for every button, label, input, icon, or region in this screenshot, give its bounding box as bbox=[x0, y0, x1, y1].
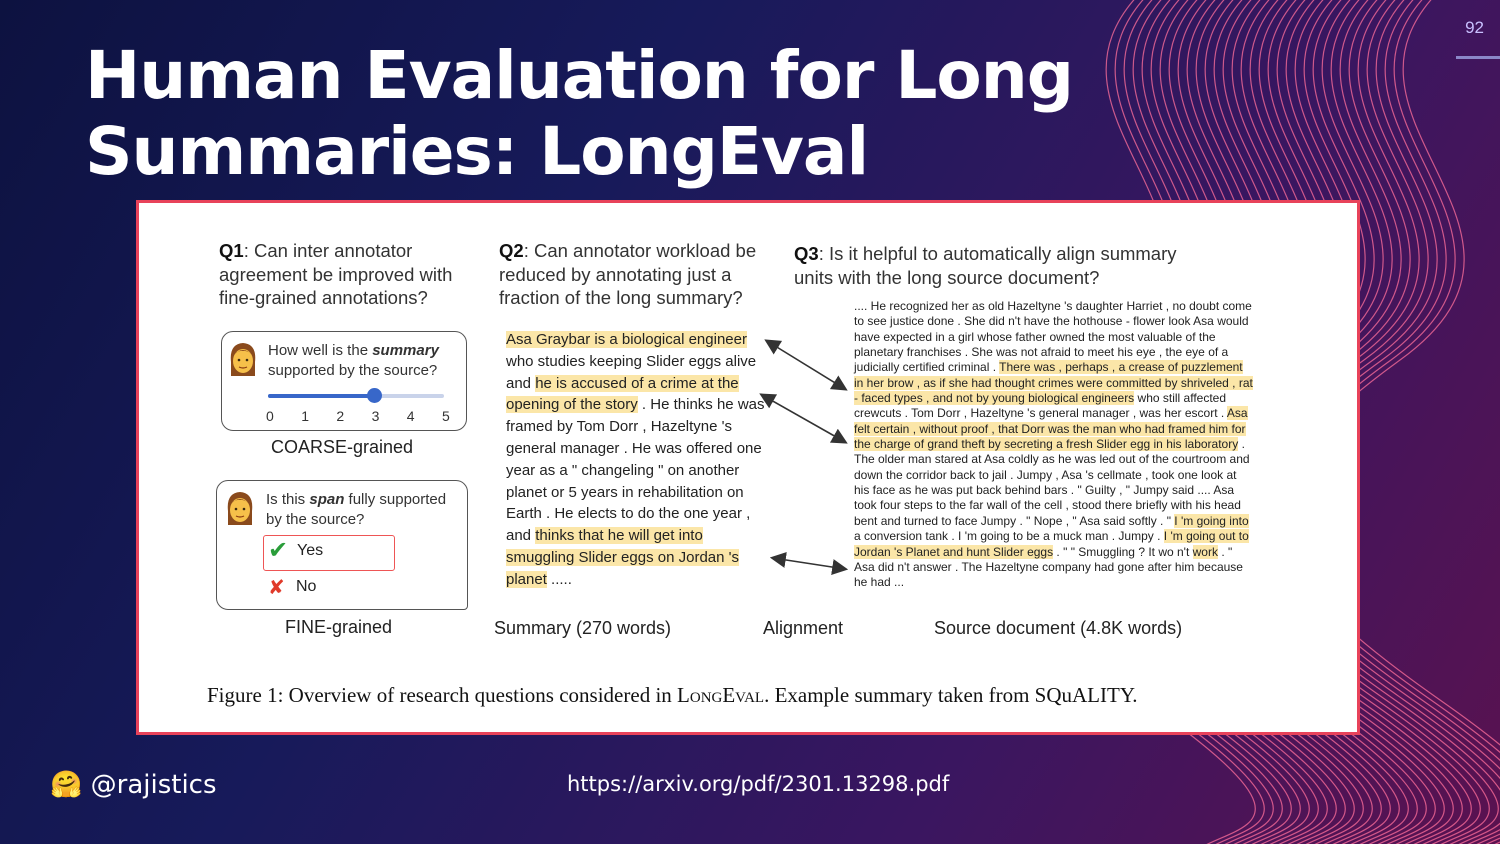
figure-panel bbox=[136, 200, 1360, 735]
check-icon: ✔ bbox=[268, 536, 289, 564]
source-segment: a conversion tank . I 'm going to be a muck man . Jumpy . bbox=[854, 529, 1164, 544]
author-handle bbox=[50, 770, 217, 800]
slide-title: Human Evaluation for Long Summaries: LongEval bbox=[85, 37, 1073, 190]
likert-tick: 3 bbox=[371, 408, 380, 424]
likert-tick: 4 bbox=[406, 408, 415, 424]
figure-caption bbox=[207, 683, 1138, 708]
alignment-arrow bbox=[773, 558, 845, 569]
summary-label: Summary (270 words) bbox=[494, 618, 672, 638]
summary-highlight: thinks that he will get into smuggling Slider eggs on Jordan 's planet bbox=[506, 527, 739, 588]
likert-tick: 2 bbox=[336, 408, 345, 424]
handle-text: @rajistics bbox=[90, 770, 217, 800]
q1-label: Q1 bbox=[219, 240, 244, 261]
paper-link[interactable]: https://arxiv.org/pdf/2301.13298.pdf bbox=[567, 772, 950, 796]
alignment-label: Alignment bbox=[763, 618, 844, 638]
likert-tick: 0 bbox=[266, 408, 274, 424]
yes-label: Yes bbox=[297, 542, 324, 559]
fine-grained-label: FINE-grained bbox=[285, 617, 393, 637]
source-document-text bbox=[854, 299, 1254, 591]
source-highlight: There was , perhaps , a crease of puzzlement in her brow , as if she had thought crimes were committed by shriveled , rat - faced types , and not by young biological engineers bbox=[854, 360, 1253, 406]
source-highlight: Asa felt certain , without proof , that Dorr was the man who had framed him for the charge of grand theft by secreting a fresh Slider egg in his laboratory bbox=[854, 406, 1248, 452]
coarse-question-post: supported by the source? bbox=[268, 362, 438, 379]
q2-label: Q2 bbox=[499, 240, 524, 261]
source-segment: .... He recognized her as old Hazeltyne 's daughter Harriet , no doubt come to see justice done . She did n't have the hothouse - flower look Asa would have expected in a girl whose father owned the most valuable of the planetary franchises . She was not afraid to meet his eye , the eye of a judicially certified criminal . bbox=[854, 299, 1252, 375]
caption-prefix: Figure 1: Overview of research questions considered in bbox=[207, 683, 678, 707]
cross-icon: ✘ bbox=[268, 575, 285, 599]
fine-question-em: span bbox=[309, 491, 345, 508]
likert-tick: 1 bbox=[301, 408, 309, 424]
hugging-face-icon: 🤗 bbox=[50, 770, 83, 800]
source-highlight: work bbox=[1192, 544, 1218, 559]
summary-highlight: he is accused of a crime at the opening of the story bbox=[506, 374, 739, 414]
summary-highlight: Asa Graybar is a biological engineer bbox=[506, 331, 747, 348]
summary-segment: who studies keeping Slider eggs alive and bbox=[506, 352, 757, 392]
summary-segment: ..... bbox=[546, 570, 572, 588]
q3-question: : Is it helpful to automatically align summary units with the long source document? bbox=[794, 243, 1177, 288]
coarse-question-em: summary bbox=[372, 342, 439, 359]
source-segment: . The older man stared at Asa coldly as he was led out of the courtroom and down the corridor back to jail . Jumpy , Asa 's cellmate , took one look at his face as he was put back behind bars . " Guilty , " Jumpy said .... Asa took four steps to the far wall of the cell , stood there briefly with his head bent and turned to face Jumpy . " Nope , " Asa said softly . " bbox=[854, 437, 1250, 528]
fine-question-pre: Is this bbox=[266, 491, 310, 508]
q3-label: Q3 bbox=[794, 243, 819, 264]
source-label: Source document (4.8K words) bbox=[934, 618, 1183, 638]
source-highlight: I 'm going into bbox=[1174, 513, 1249, 528]
alignment-arrow bbox=[767, 341, 845, 389]
caption-name: LongEval bbox=[677, 683, 765, 707]
likert-tick: 5 bbox=[442, 408, 450, 424]
source-highlight: I 'm going out to Jordan 's Planet and hunt Slider eggs bbox=[854, 529, 1249, 559]
source-segment: . " " Smuggling ? It wo n't bbox=[1053, 544, 1193, 559]
q2-question: : Can annotator workload be reduced by annotating just a fraction of the long summary? bbox=[499, 240, 757, 308]
alignment-arrow bbox=[762, 395, 845, 442]
source-segment: who still affected crewcuts . Tom Dorr , Hazeltyne 's general manager , was her escort . bbox=[854, 391, 1227, 421]
fine-question-post: fully supported by the source? bbox=[266, 491, 447, 528]
summary-segment: . He thinks he was framed by Tom Dorr , Hazeltyne 's general manager . He was offered one year as a " changeling " on another planet or 5 years in rehabilitation on Earth . He elects to do the one year , and bbox=[506, 396, 765, 545]
coarse-grained-label: COARSE-grained bbox=[271, 437, 414, 457]
caption-suffix: . Example summary taken from SQuALITY. bbox=[764, 683, 1138, 707]
page-number: 92 bbox=[1465, 18, 1484, 37]
coarse-question-pre: How well is the bbox=[268, 342, 373, 359]
no-label: No bbox=[296, 578, 317, 595]
q1-question: : Can inter annotator agreement be improved with fine-grained annotations? bbox=[219, 240, 453, 308]
source-segment: . " Asa did n't answer . The Hazeltyne company had gone after him because he had ... bbox=[854, 544, 1243, 590]
